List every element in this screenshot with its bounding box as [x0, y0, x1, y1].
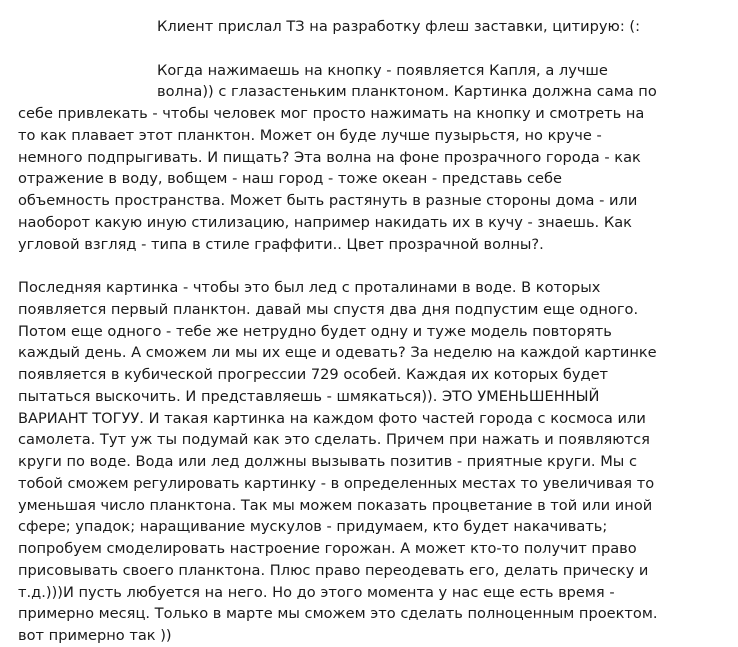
paragraph-line: появляется первый планктон. давай мы спустя два дня подпустим еще одного. — [18, 300, 639, 318]
paragraph-line: Потом еще одного - тебе же нетрудно будет одну и туже модель повторять — [18, 322, 612, 340]
paragraph-line: волна)) с глазастеньким планктоном. Картинка должна сама по — [157, 83, 657, 101]
paragraph-line: уменьшая число планктона. Так мы можем показать процветание в той или иной — [18, 496, 653, 514]
paragraph-line: угловой взгляд - типа в стиле граффити.. Цвет прозрачной волны?. — [18, 235, 544, 253]
paragraph-line: наоборот какую иную стилизацию, например накидать их в кучу - знаешь. Как — [18, 213, 632, 231]
paragraph-gap — [18, 38, 728, 60]
paragraph-line: то как плавает этот планктон. Может он буде лучше пузырьстя, но круче - — [18, 126, 602, 144]
paragraph-line: тобой сможем регулировать картинку - в определенных местах то увеличивая то — [18, 474, 655, 492]
paragraph-line: круги по воде. Вода или лед должны вызывать позитив - приятные круги. Мы с — [18, 453, 637, 470]
paragraph-line: отражение в воду, вобщем - наш город - тоже океан - представь себе — [18, 170, 562, 188]
paragraph-line: появляется в кубической прогрессии 729 особей. Каждая их которых будет — [18, 366, 609, 383]
paragraph-line: каждый день. А сможем ли мы их еще и одевать? За неделю на каждой картинке — [18, 344, 657, 362]
paragraph-1 — [18, 60, 728, 256]
paragraph-gap — [18, 255, 728, 277]
paragraph-line: объемность пространства. Может быть растянуть в разные стороны дома - или — [18, 192, 638, 209]
paragraph-line: примерно месяц. Только в марте мы сможем это сделать полноценным проектом. — [18, 605, 658, 623]
paragraph-line: вот примерно так )) — [18, 627, 172, 644]
paragraph-line: Когда нажимаешь на кнопку - появляется Капля, а лучше — [157, 61, 608, 79]
paragraph-line: т.д.)))И пусть любуется на него. Но до этого момента у нас еще есть время - — [18, 583, 615, 601]
paragraph-line: сфере; упадок; наращивание мускулов - придумаем, кто будет накачивать; — [18, 518, 608, 536]
paragraph-line: самолета. Тут уж ты подумай как это сделать. Причем при нажать и появляются — [18, 431, 650, 449]
paragraph-2 — [18, 277, 728, 647]
paragraph-line: пытаться выскочить. И представляешь - шмякаться)). ЭТО УМЕНЬШЕННЫЙ — [18, 387, 600, 405]
paragraph-line: попробуем смоделировать настроение горожан. А может кто-то получит право — [18, 540, 637, 557]
intro-line: Клиент прислал ТЗ на разработку флеш заставки, цитирую: (: — [157, 18, 640, 35]
paragraph-line: себе привлекать - чтобы человек мог просто нажимать на кнопку и смотреть на — [18, 105, 645, 122]
paragraph-line: присовывать своего планктона. Плюс право переодевать его, делать прическу и — [18, 561, 649, 579]
paragraph-line: немного подпрыгивать. И пищать? Эта волна на фоне прозрачного города - как — [18, 148, 641, 166]
paragraph-line: Последняя картинка - чтобы это был лед с проталинами в воде. В которых — [18, 279, 601, 296]
document-body — [18, 16, 728, 647]
paragraph-line: ВАРИАНТ ТОГУУ. И такая картинка на каждом фото частей города с космоса или — [18, 409, 646, 427]
